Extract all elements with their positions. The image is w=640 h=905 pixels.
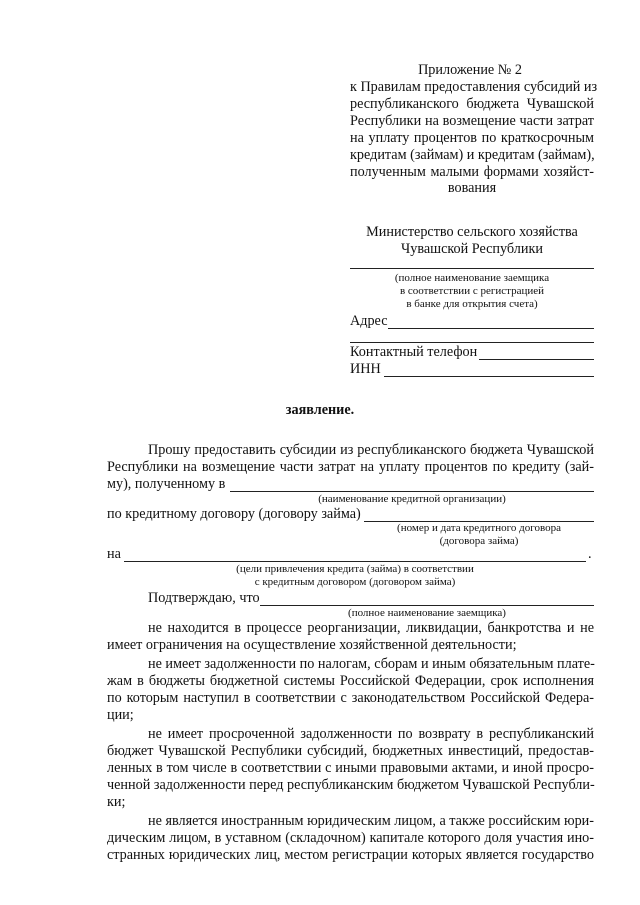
confirm-item-line: странных юридических лиц, местом регистрации которых является государство [107, 847, 594, 863]
purpose-field[interactable] [124, 561, 586, 562]
appendix-line: республиканского бюджета Чувашской [350, 96, 594, 112]
confirm-item-line: по которым наступил в соответствии с законодательством Российской Федера- [107, 690, 594, 706]
addressee-line1: Министерство сельского хозяйства [366, 224, 578, 240]
appendix-line: Республики на возмещение части затрат [350, 113, 594, 129]
borrower-caption: (полное наименование заемщика [394, 272, 550, 284]
purpose-label: на [107, 546, 121, 562]
purpose-caption: (цели привлечения кредита (займа) в соответствии [236, 563, 474, 575]
confirm-item-line: дическим лицом, в уставном (складочном) капитале которого доля участия ино- [107, 830, 594, 846]
request-line: Республики на возмещение части затрат на уплату процентов по кредиту (зай- [107, 459, 594, 475]
confirm-label: Подтверждаю, что [148, 590, 260, 606]
borrower-caption: в соответствии с регистрацией [399, 285, 544, 297]
confirm-item-first: не находится в процессе реорганизации, ликвидации, банкротства и не [148, 620, 594, 636]
phone-field[interactable] [479, 359, 594, 360]
address-field[interactable] [388, 328, 594, 329]
request-line: му), полученному в [107, 476, 226, 492]
appendix-line: к Правилам предоставления субсидий из [350, 79, 598, 95]
request-line: Прошу предоставить субсидии из республиканского бюджета Чувашской [148, 442, 594, 458]
confirm-item-line: ленных в том числе в соответствии с иными правовыми актами, и иной просро- [107, 760, 594, 776]
inn-field[interactable] [384, 376, 594, 377]
address-field-extra[interactable] [350, 342, 594, 343]
inn-label: ИНН [350, 361, 381, 377]
borrower-caption: в банке для открытия счета) [406, 298, 538, 310]
addressee-line2: Чувашской Республики [401, 241, 543, 257]
confirm-item-first: не является иностранным юридическим лицом, а также российским юри- [148, 813, 594, 829]
confirm-borrower-field[interactable] [260, 605, 594, 606]
appendix-title: Приложение № 2 [418, 62, 522, 78]
purpose-end: . [588, 546, 592, 562]
appendix-last-line: вования [447, 180, 497, 196]
confirm-item-first: не имеет просроченной задолженности по возврату в республиканский [148, 726, 594, 742]
confirm-item-line: ченной задолженности перед республиканским бюджетом Чувашской Республи- [107, 777, 595, 793]
confirm-item-line: жам в бюджеты бюджетной системы Российской Федерации, срок исполнения [107, 673, 594, 689]
confirm-caption: (полное наименование заемщика) [348, 607, 506, 619]
contract-label: по кредитному договору (договору займа) [107, 506, 361, 522]
phone-label: Контактный телефон [350, 344, 478, 360]
appendix-line: полученным малыми формами хозяйст- [350, 164, 594, 180]
contract-caption: (договора займа) [439, 535, 519, 547]
credit-org-field[interactable] [230, 491, 594, 492]
confirm-item-line: имеет ограничения на осуществление хозяйственной деятельности; [107, 637, 517, 653]
address-label: Адрес [350, 313, 388, 329]
confirm-item-line: бюджет Чувашской Республики субсидий, бюджетных инвестиций, предостав- [107, 743, 594, 759]
credit-org-caption: (наименование кредитной организации) [318, 493, 506, 505]
purpose-caption: с кредитным договором (договором займа) [254, 576, 456, 588]
appendix-line: кредитам (займам) и кредитам (займам), [350, 147, 595, 163]
document-heading: заявление. [285, 402, 355, 418]
confirm-item-first: не имеет задолженности по налогам, сборам и иным обязательным плате- [148, 656, 595, 672]
borrower-name-field[interactable] [350, 268, 594, 269]
confirm-item-line: ки; [107, 794, 126, 810]
appendix-line: на уплату процентов по краткосрочным [350, 130, 594, 146]
contract-caption: (номер и дата кредитного договора [397, 522, 561, 534]
confirm-item-line: ции; [107, 707, 134, 723]
